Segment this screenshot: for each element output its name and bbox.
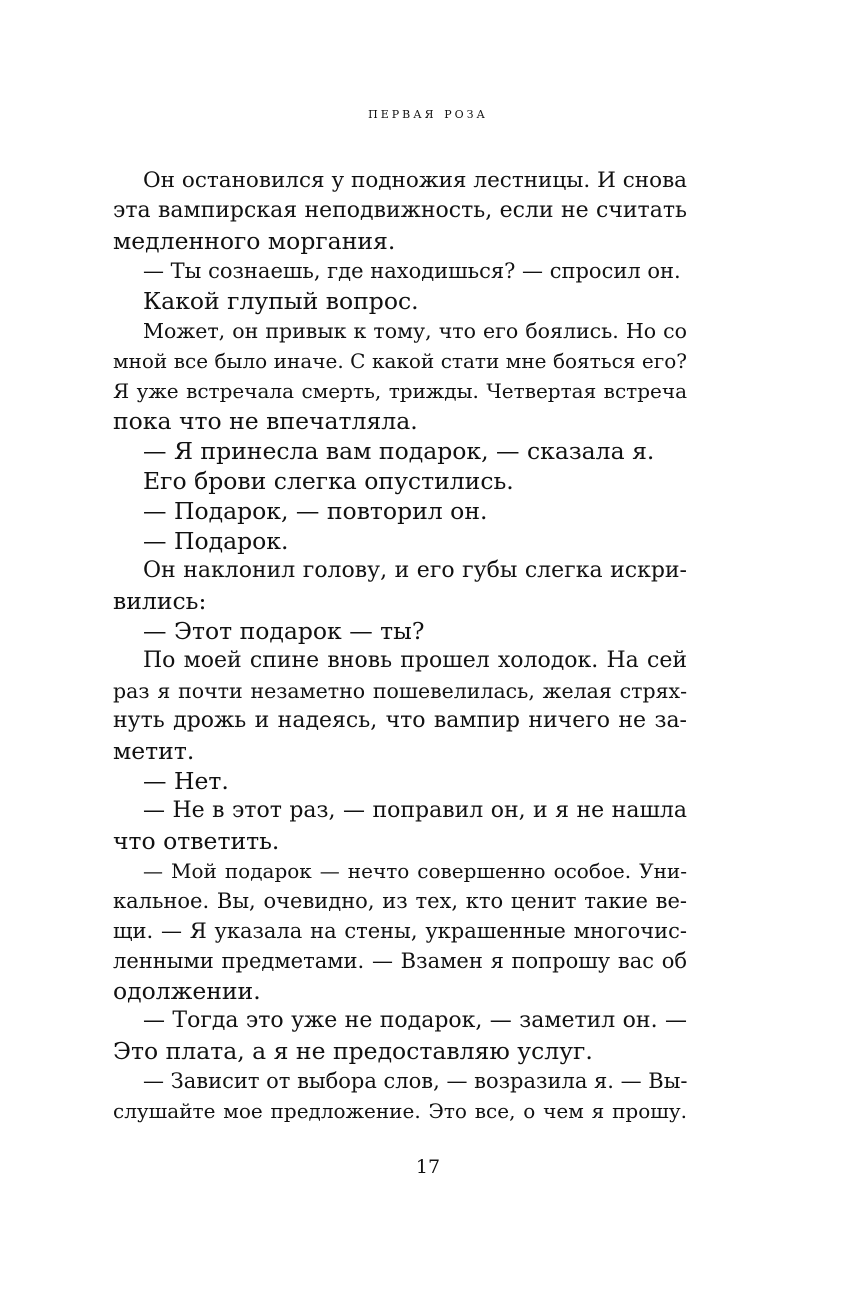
text-line: — Нет.: [143, 767, 229, 795]
text-line: слушайте мое предложение. Это все, о чем я прошу.: [113, 1099, 687, 1123]
text-line: кальное. Вы, очевидно, из тех, кто ценит такие ве-: [113, 889, 687, 913]
text-line: ленными предметами. — Взамен я попрошу вас об: [113, 949, 687, 973]
text-line: метит.: [113, 737, 195, 765]
text-line: — Тогда это уже не подарок, — заметил он. —: [143, 1008, 687, 1033]
text-line: — Зависит от выбора слов, — возразила я. — Вы-: [143, 1069, 688, 1093]
text-line: — Не в этот раз, — поправил он, и я не нашла: [143, 798, 687, 823]
text-line: щи. — Я указала на стены, украшенные многочис-: [113, 919, 687, 943]
text-line: медленного моргания.: [113, 227, 396, 255]
text-line: Он остановился у подножия лестницы. И снова: [143, 168, 687, 193]
text-line: — Подарок.: [143, 527, 289, 555]
text-line: По моей спине вновь прошел холодок. На сей: [143, 648, 687, 673]
text-line: пока что не впечатляла.: [113, 407, 418, 435]
text-line: — Ты сознаешь, где находишься? — спросил он.: [143, 259, 681, 283]
text-line: Его брови слегка опустились.: [143, 467, 514, 495]
text-line: вились:: [113, 587, 207, 615]
text-line: — Подарок, — повторил он.: [143, 497, 488, 525]
text-line: — Я принесла вам подарок, — сказала я.: [143, 437, 655, 465]
text-line: Может, он привык к тому, что его боялись. Но со: [143, 319, 687, 343]
text-line: мной все было иначе. С какой стати мне бояться его?: [113, 349, 687, 373]
text-line: Какой глупый вопрос.: [143, 287, 419, 315]
text-line: — Этот подарок — ты?: [143, 617, 425, 645]
running-head: первая роза: [368, 104, 488, 122]
body-text: [113, 166, 687, 1126]
text-line: — Мой подарок — нечто совершенно особое. Уни-: [143, 859, 687, 883]
text-line: Это плата, а я не предоставляю услуг.: [113, 1037, 593, 1065]
text-line: Он наклонил голову, и его губы слегка искри-: [143, 558, 687, 583]
text-line: что ответить.: [113, 827, 280, 855]
text-line: Я уже встречала смерть, трижды. Четвертая встреча: [113, 379, 687, 403]
page-number: 17: [415, 1156, 441, 1178]
text-line: нуть дрожь и надеясь, что вампир ничего не за-: [113, 708, 687, 733]
text-line: одолжении.: [113, 977, 261, 1005]
text-line: раз я почти незаметно пошевелилась, желая стрях-: [113, 679, 687, 703]
text-line: эта вампирская неподвижность, если не считать: [113, 198, 687, 223]
